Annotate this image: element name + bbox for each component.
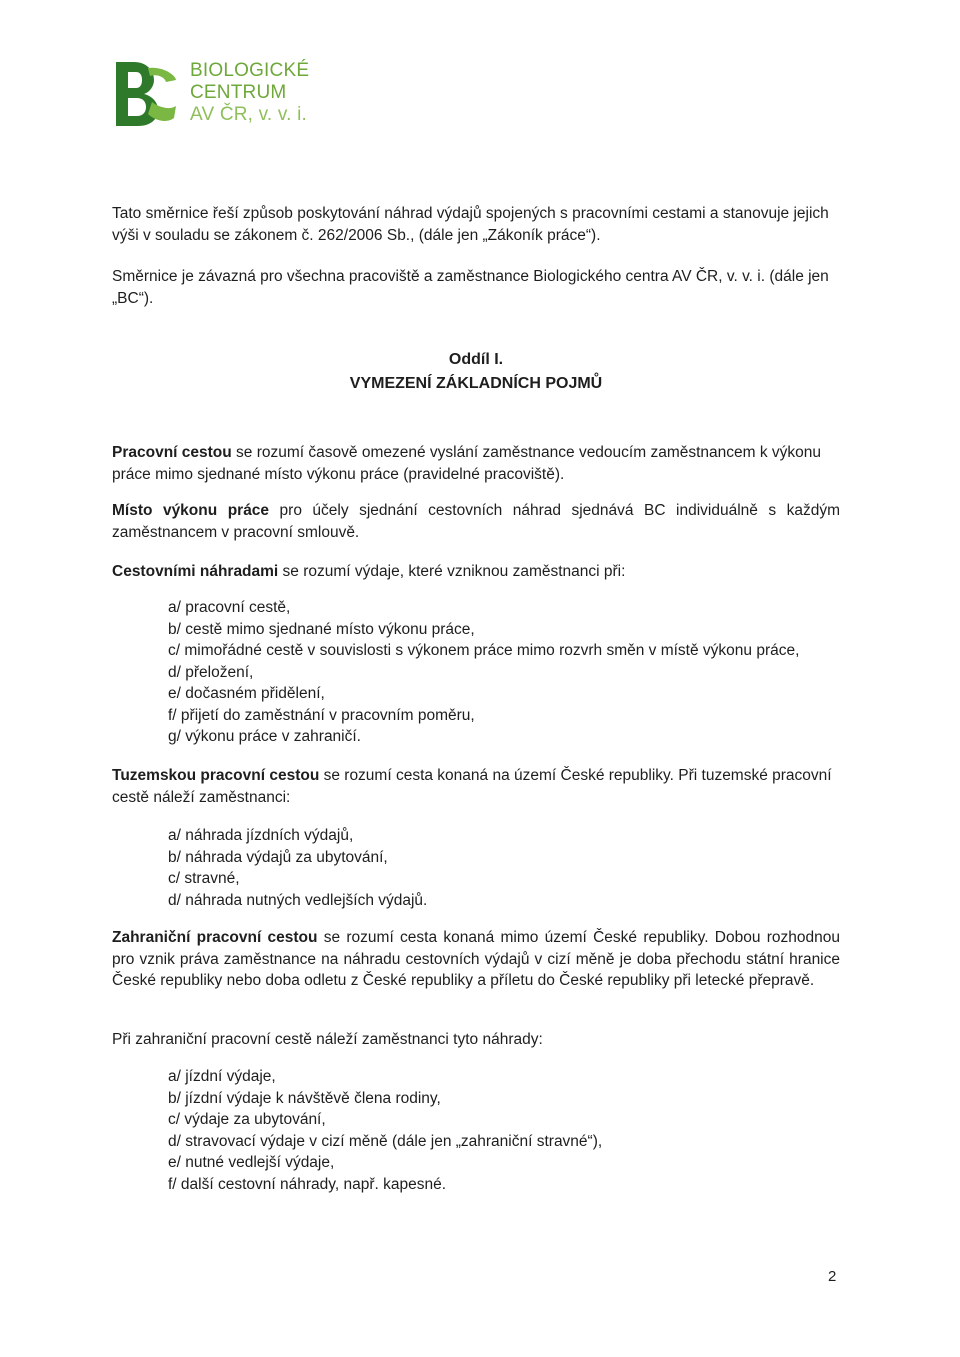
- definition-text: se rozumí cesta konaná na území České republiky. Při tuzemské pracovní cestě náleží zaměstnanci:: [112, 767, 832, 806]
- intro-paragraph-2: Směrnice je závazná pro všechna pracoviště a zaměstnance Biologického centra AV ČR, v. v. i. (dále jen „BC“).: [112, 268, 829, 307]
- definition-foreign-trip: [112, 927, 840, 992]
- foreign-compensation-list: [168, 1066, 848, 1195]
- definition-business-trip: [112, 442, 840, 485]
- intro-paragraph-1: Tato směrnice řeší způsob poskytování náhrad výdajů spojených s pracovními cestami a stanovuje jejich výši v souladu se zákonem č. 262/2006 Sb., (dále jen „Zákoník práce“).: [112, 205, 829, 244]
- list-item: a/ náhrada jízdních výdajů,: [168, 827, 354, 844]
- page-number: 2: [828, 1268, 837, 1285]
- list-item: e/ nutné vedlejší výdaje,: [168, 1154, 335, 1171]
- list-item: d/ stravovací výdaje v cizí měně (dále jen „zahraniční stravné“),: [168, 1132, 603, 1150]
- logo-text: [190, 60, 309, 126]
- list-item: f/ přijetí do zaměstnání v pracovním poměru,: [168, 706, 475, 724]
- logo-line-1: BIOLOGICKÉ: [190, 60, 310, 81]
- definition-text: se rozumí časově omezené vyslání zaměstnance vedoucím zaměstnancem k výkonu práce mimo sjednané místo výkonu práce (pravidelné pracoviště).: [112, 444, 822, 483]
- definition-domestic-trip: [112, 765, 840, 808]
- term-travel-compensation: Cestovními náhradami: [112, 563, 279, 580]
- list-item: b/ cestě mimo sjednané místo výkonu práce,: [168, 620, 475, 638]
- list-item: a/ jízdní výdaje,: [168, 1068, 276, 1085]
- bc-logo-icon: [108, 58, 180, 130]
- list-item: a/ pracovní cestě,: [168, 599, 291, 616]
- list-item: c/ výdaje za ubytování,: [168, 1111, 326, 1128]
- list-item: d/ náhrada nutných vedlejších výdajů.: [168, 891, 428, 909]
- definition-text: pro účely sjednání cestovních náhrad sjednává BC individuálně s každým zaměstnancem v pracovní smlouvě.: [112, 502, 840, 541]
- section-title: VYMEZENÍ ZÁKLADNÍCH POJMŮ: [349, 375, 603, 392]
- list-item: f/ další cestovní náhrady, např. kapesné.: [168, 1175, 447, 1193]
- section-number: Oddíl I.: [448, 351, 504, 368]
- logo-line-3: AV ČR, v. v. i.: [190, 104, 308, 125]
- term-work-place: Místo výkonu práce: [112, 502, 270, 519]
- definition-travel-compensation: [112, 561, 840, 583]
- term-business-trip: Pracovní cestou: [112, 444, 232, 461]
- term-domestic-trip: Tuzemskou pracovní cestou: [112, 767, 320, 784]
- definition-text: se rozumí cesta konaná mimo území České republiky. Dobou rozhodnou pro vznik práva zaměstnance na náhradu cestovních výdajů v cizí měně je doba přechodu státní hranice České republiky nebo doba odletu z České republiky a příletu do České republiky při letecké přepravě.: [112, 929, 840, 989]
- list-item: b/ náhrada výdajů za ubytování,: [168, 848, 388, 866]
- definition-work-place: [112, 500, 840, 543]
- list-item: c/ mimořádné cestě v souvislosti s výkonem práce mimo rozvrh směn v místě výkonu práce,: [168, 642, 800, 659]
- list-item: g/ výkonu práce v zahraničí.: [168, 728, 361, 745]
- foreign-compensation-intro: Při zahraniční pracovní cestě náleží zaměstnanci tyto náhrady:: [112, 1031, 543, 1048]
- list-item: e/ dočasném přidělení,: [168, 685, 325, 702]
- travel-compensation-list: [168, 597, 848, 748]
- term-foreign-trip: Zahraniční pracovní cestou: [112, 929, 318, 946]
- definition-text: se rozumí výdaje, které vzniknou zaměstnanci při:: [278, 563, 626, 580]
- list-item: b/ jízdní výdaje k návštěvě člena rodiny,: [168, 1089, 441, 1107]
- domestic-compensation-list: [168, 825, 848, 911]
- logo: [108, 58, 338, 138]
- list-item: c/ stravné,: [168, 870, 240, 887]
- list-item: d/ přeložení,: [168, 663, 254, 681]
- logo-line-2: CENTRUM: [190, 82, 287, 103]
